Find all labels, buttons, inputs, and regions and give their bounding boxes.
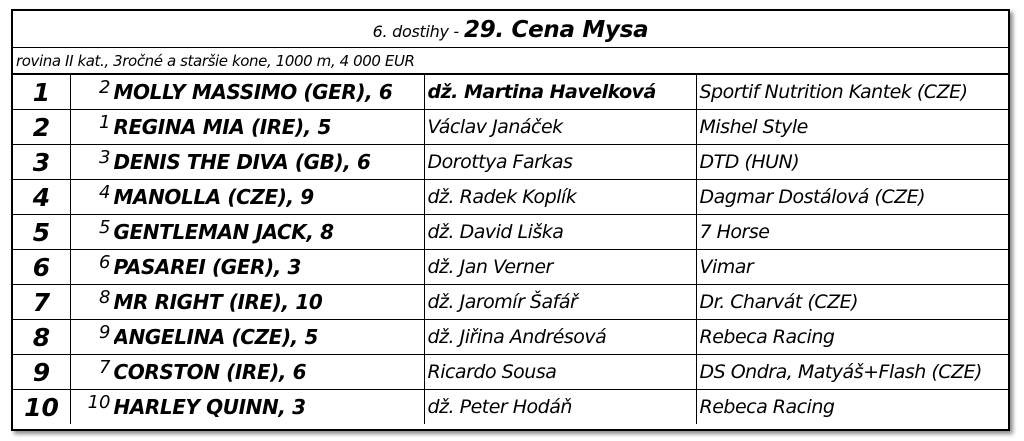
start-number: 9	[71, 320, 114, 355]
horse-name: PASAREI (GER), 3	[114, 250, 425, 285]
finish-position: 3	[13, 145, 71, 180]
start-number: 3	[71, 145, 114, 180]
result-row	[13, 250, 1008, 285]
jockey-name: dž. Jiřina Andrésová	[424, 320, 696, 355]
result-row	[13, 320, 1008, 355]
jockey-name: dž. Radek Koplík	[424, 180, 696, 215]
horse-name: GENTLEMAN JACK, 8	[114, 215, 425, 250]
horse-name: MOLLY MASSIMO (GER), 6	[114, 75, 425, 110]
race-number: 6. dostihy -	[372, 22, 459, 41]
start-number: 6	[71, 250, 114, 285]
horse-name: MR RIGHT (IRE), 10	[114, 285, 425, 320]
horse-name: CORSTON (IRE), 6	[114, 355, 425, 390]
start-number: 2	[71, 75, 114, 110]
race-name: 29. Cena Mysa	[464, 17, 649, 43]
finish-position: 4	[13, 180, 71, 215]
horse-name: DENIS THE DIVA (GB), 6	[114, 145, 425, 180]
owner-name: Rebeca Racing	[699, 396, 835, 418]
start-number: 4	[71, 180, 114, 215]
finish-position: 7	[13, 285, 71, 320]
horse-name: MANOLLA (CZE), 9	[114, 180, 425, 215]
jockey-name: dž. Jan Verner	[424, 250, 696, 285]
owner-name: Dr. Charvát (CZE)	[696, 285, 1008, 320]
owner-name: DTD (HUN)	[696, 145, 1008, 180]
race-results-sheet	[11, 9, 1010, 431]
start-number: 5	[71, 215, 114, 250]
owner-name: Dagmar Dostálová (CZE)	[696, 180, 1008, 215]
result-row	[13, 390, 1008, 425]
result-row	[13, 215, 1008, 250]
owner-name: Rebeca Racing	[696, 320, 1008, 355]
owner-name: 7 Horse	[696, 215, 1008, 250]
horse-name: HARLEY QUINN, 3	[114, 390, 425, 425]
race-conditions: rovina II kat., 3ročné a staršie kone, 1000 m, 4 000 EUR	[13, 48, 1008, 75]
result-row	[13, 180, 1008, 215]
finish-position: 5	[13, 215, 71, 250]
start-number: 10	[87, 392, 111, 413]
horse-name: REGINA MIA (IRE), 5	[114, 110, 425, 145]
result-row	[13, 145, 1008, 180]
finish-position: 2	[13, 110, 71, 145]
result-row	[13, 75, 1008, 110]
race-title	[13, 11, 1008, 48]
finish-position: 6	[13, 250, 71, 285]
owner-name: Vimar	[696, 250, 1008, 285]
start-number: 7	[71, 355, 114, 390]
start-number: 8	[71, 285, 114, 320]
finish-position: 8	[13, 320, 71, 355]
result-row	[13, 285, 1008, 320]
jockey-name: dž. Peter Hodáň	[424, 390, 696, 425]
jockey-name: dž. Jaromír Šafář	[424, 285, 696, 320]
results-table	[13, 75, 1008, 424]
jockey-name: Václav Janáček	[424, 110, 696, 145]
start-number: 1	[71, 110, 114, 145]
finish-position: 1	[13, 75, 71, 110]
finish-position: 9	[13, 355, 71, 390]
jockey-name: dž. David Liška	[424, 215, 696, 250]
owner-name: Mishel Style	[696, 110, 1008, 145]
jockey-name: Ricardo Sousa	[424, 355, 696, 390]
finish-position: 10	[13, 390, 71, 425]
horse-name: ANGELINA (CZE), 5	[114, 320, 425, 355]
result-row	[13, 110, 1008, 145]
owner-name: Sportif Nutrition Kantek (CZE)	[696, 75, 1008, 110]
result-row	[13, 355, 1008, 390]
jockey-name: Dorottya Farkas	[424, 145, 696, 180]
results-table-body	[13, 75, 1008, 424]
owner-name: DS Ondra, Matyáš+Flash (CZE)	[696, 355, 1008, 390]
jockey-name: dž. Martina Havelková	[424, 75, 696, 110]
